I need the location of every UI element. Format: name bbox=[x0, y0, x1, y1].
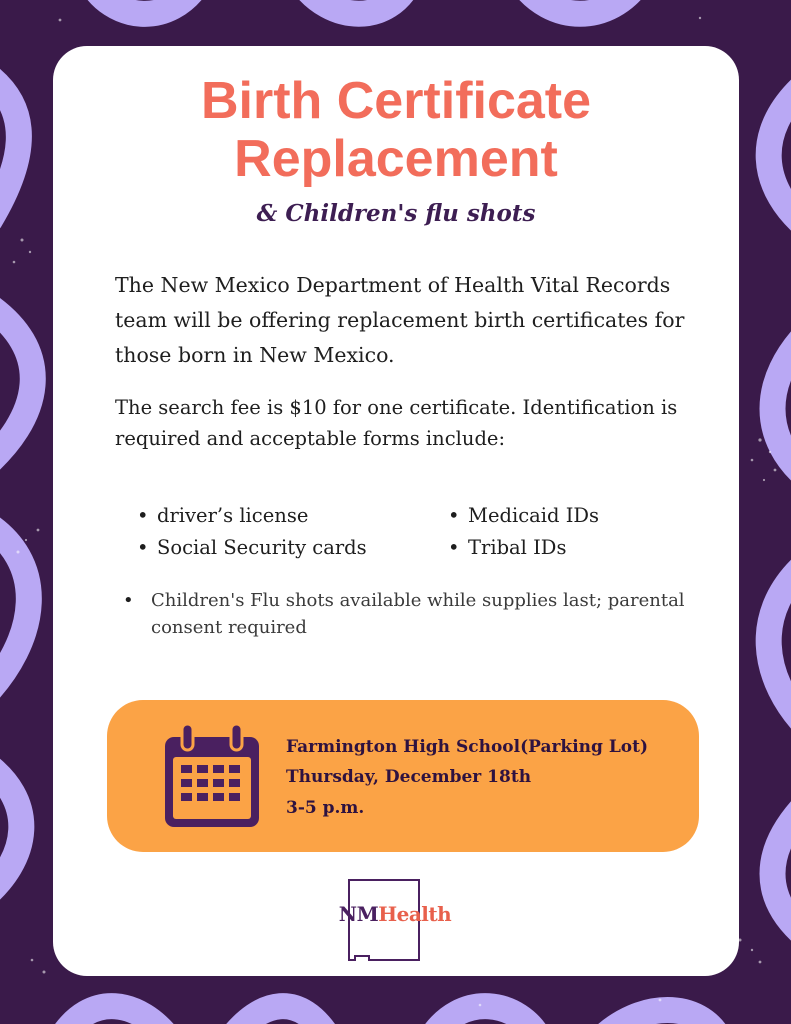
bullet: • bbox=[137, 536, 149, 559]
list-item bbox=[137, 536, 367, 560]
logo-health: Health bbox=[378, 902, 452, 926]
id-form-tribal: Tribal IDs bbox=[468, 536, 567, 559]
title-line-2: Replacement bbox=[234, 130, 558, 188]
id-form-drivers-license: driver’s license bbox=[157, 504, 309, 527]
nmhealth-logo bbox=[315, 876, 475, 966]
logo-nm: NM bbox=[338, 902, 379, 926]
list-item bbox=[448, 504, 600, 528]
flyer-card bbox=[53, 46, 739, 976]
list-item bbox=[137, 504, 309, 528]
bullet: • bbox=[123, 590, 134, 611]
event-location: Farmington High School(Parking Lot) bbox=[286, 737, 649, 757]
event-date: Thursday, December 18th bbox=[286, 767, 532, 787]
event-details-box bbox=[107, 700, 699, 852]
title-line-1: Birth Certificate bbox=[200, 72, 592, 130]
flu-shot-note bbox=[123, 587, 711, 641]
bullet: • bbox=[448, 504, 460, 527]
bullet: • bbox=[448, 536, 460, 559]
fee-paragraph: The search fee is $10 for one certificate. Identification is required and acceptable forms include: bbox=[115, 396, 678, 450]
event-time: 3-5 p.m. bbox=[286, 798, 365, 818]
id-form-medicaid: Medicaid IDs bbox=[468, 504, 600, 527]
calendar-icon bbox=[162, 724, 262, 830]
bullet: • bbox=[137, 504, 149, 527]
id-form-social-security: Social Security cards bbox=[157, 536, 367, 559]
flu-shot-note-text: Children's Flu shots available while supplies last; parental consent required bbox=[151, 590, 685, 638]
intro-paragraph: The New Mexico Department of Health Vital Records team will be offering replacement birth certificates for those born in New Mexico. bbox=[115, 273, 685, 367]
list-item bbox=[448, 536, 567, 560]
logo-text bbox=[315, 902, 475, 926]
subtitle: & Children's flu shots bbox=[256, 200, 536, 227]
